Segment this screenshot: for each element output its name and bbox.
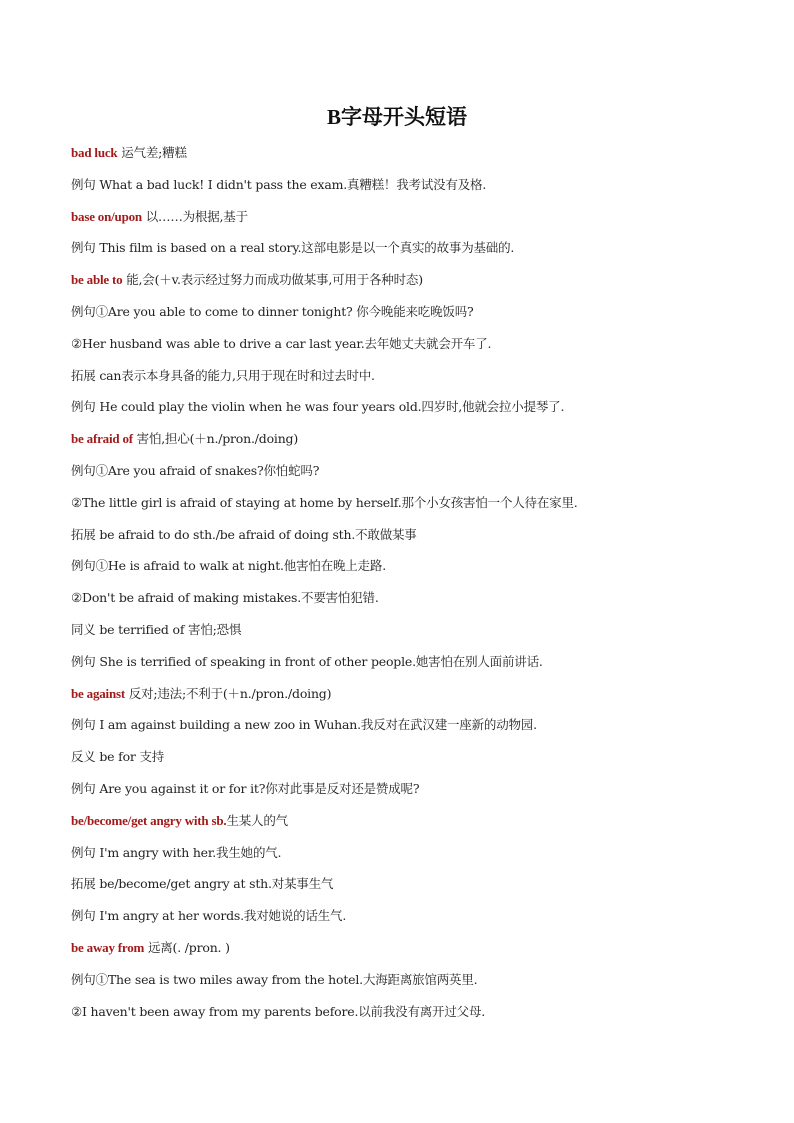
text-line — [71, 747, 761, 779]
text-line — [71, 525, 761, 557]
phrase-meaning: 远离(. /pron. ) — [144, 939, 230, 955]
text-line — [71, 652, 761, 684]
line-text: 例句 I'm angry at her words.我对她说的话生气. — [71, 908, 347, 924]
line-text: ②Don't be afraid of making mistakes.不要害怕犯错. — [71, 590, 379, 606]
phrase-meaning: 以……为根据,基于 — [141, 208, 248, 224]
text-line — [71, 843, 761, 875]
line-text: ②The little girl is afraid of staying at home by herself.那个小女孩害怕一个人待在家里. — [71, 494, 578, 510]
phrase-meaning: 生某人的气 — [226, 812, 288, 828]
phrase-entry — [71, 143, 761, 175]
line-text: 例句 He could play the violin when he was four years old.四岁时,他就会拉小提琴了. — [71, 399, 565, 415]
line-text: ②I haven't been away from my parents before.以前我没有离开过父母. — [71, 1003, 486, 1019]
phrase-term: base on/upon — [71, 208, 142, 224]
text-line — [71, 1002, 761, 1034]
line-text: 反义 be for 支持 — [71, 749, 165, 765]
line-text: 例句①Are you able to come to dinner tonight? 你今晚能来吃晚饭吗? — [71, 303, 474, 319]
line-text: 例句 She is terrified of speaking in front of other people.她害怕在别人面前讲话. — [71, 653, 543, 669]
phrase-entry — [71, 938, 761, 970]
phrase-list — [71, 143, 761, 1033]
line-text: 例句 Are you against it or for it?你对此事是反对还是赞成呢? — [71, 780, 420, 796]
line-text: 例句 I'm angry with her.我生她的气. — [71, 844, 282, 860]
line-text: 例句 This film is based on a real story.这部电影是以一个真实的故事为基础的. — [71, 240, 515, 256]
text-line — [71, 461, 761, 493]
phrase-entry — [71, 429, 761, 461]
phrase-meaning: 害怕,担心(＋n./pron./doing) — [132, 431, 299, 447]
phrase-term: be afraid of — [71, 431, 133, 447]
line-text: 同义 be terrified of 害怕;恐惧 — [71, 621, 242, 637]
line-text: ②Her husband was able to drive a car last year.去年她丈夫就会开车了. — [71, 335, 492, 351]
text-line — [71, 238, 761, 270]
line-text: 例句 I am against building a new zoo in Wuhan.我反对在武汉建一座新的动物园. — [71, 717, 537, 733]
text-line — [71, 556, 761, 588]
phrase-term: bad luck — [71, 145, 118, 160]
text-line — [71, 874, 761, 906]
phrase-entry — [71, 811, 761, 843]
phrase-entry — [71, 270, 761, 302]
text-line — [71, 366, 761, 398]
line-text: 例句①He is afraid to walk at night.他害怕在晚上走路. — [71, 558, 386, 574]
phrase-term: be able to — [71, 272, 123, 288]
line-text: 例句①The sea is two miles away from the hotel.大海距离旅馆两英里. — [71, 971, 478, 987]
text-line — [71, 588, 761, 620]
text-line — [71, 906, 761, 938]
text-line — [71, 779, 761, 811]
text-line — [71, 397, 761, 429]
text-line — [71, 493, 761, 525]
phrase-meaning: 运气差;糟糕 — [117, 145, 187, 160]
phrase-term: be against — [71, 685, 125, 701]
line-text: 例句 What a bad luck! I didn't pass the exam.真糟糕！我考试没有及格. — [71, 176, 487, 192]
page-title: B字母开头短语 — [326, 105, 467, 129]
phrase-meaning: 能,会(＋v.表示经过努力而成功做某事,可用于各种时态) — [122, 272, 423, 288]
phrase-term: be/become/get angry with sb. — [71, 812, 227, 828]
text-line — [71, 970, 761, 1002]
text-line — [71, 175, 761, 207]
phrase-entry — [71, 207, 761, 239]
text-line — [71, 715, 761, 747]
phrase-meaning: 反对;违法;不利于(＋n./pron./doing) — [124, 685, 332, 701]
text-line — [71, 334, 761, 366]
line-text: 拓展 be afraid to do sth./be afraid of doing sth.不敢做某事 — [71, 526, 417, 542]
text-line — [71, 620, 761, 652]
line-text: 拓展 can表示本身具备的能力,只用于现在时和过去时中. — [71, 367, 375, 383]
line-text: 拓展 be/become/get angry at sth.对某事生气 — [71, 876, 334, 892]
text-line — [71, 302, 761, 334]
line-text: 例句①Are you afraid of snakes?你怕蛇吗? — [71, 462, 320, 478]
phrase-entry — [71, 684, 761, 716]
phrase-term: be away from — [71, 939, 145, 955]
